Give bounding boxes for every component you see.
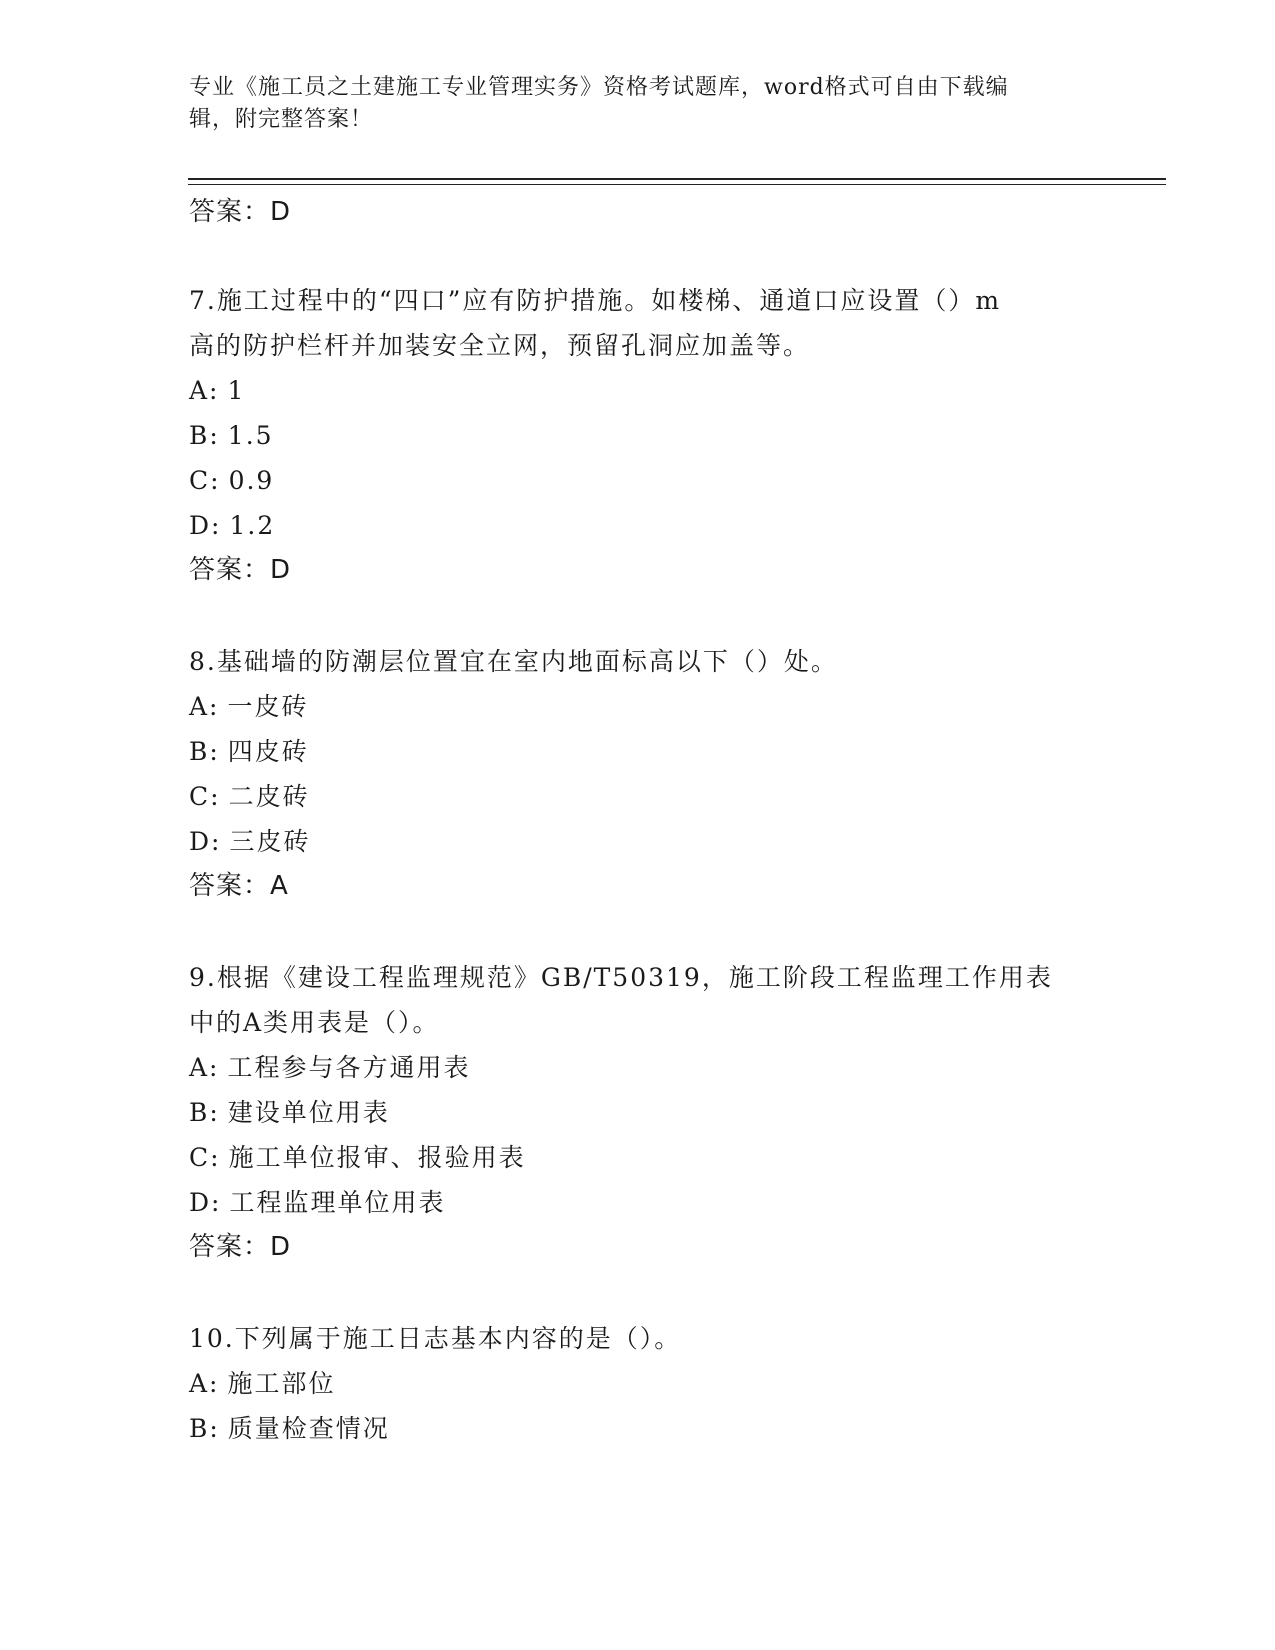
option-text: 工程参与各方通用表 bbox=[227, 1053, 471, 1082]
option-label: C: bbox=[189, 1143, 221, 1172]
option-text: 1.5 bbox=[227, 421, 274, 450]
spacer bbox=[189, 1270, 1089, 1316]
previous-answer: 答案：D bbox=[189, 197, 292, 227]
option-b bbox=[189, 413, 1089, 458]
option-label: C: bbox=[189, 782, 221, 811]
option-label: D: bbox=[189, 827, 222, 856]
option-text: 工程监理单位用表 bbox=[229, 1188, 446, 1217]
question-text-line: 中的A类用表是（）。 bbox=[189, 1008, 440, 1037]
option-label: B: bbox=[189, 737, 220, 766]
question-text bbox=[189, 1316, 1089, 1361]
option-text: 建设单位用表 bbox=[227, 1098, 390, 1127]
question-text-line: 9.根据《建设工程监理规范》GB/T50319，施工阶段工程监理工作用表 bbox=[189, 963, 1053, 992]
option-a bbox=[189, 368, 1089, 413]
question-block-10 bbox=[189, 1316, 1089, 1451]
option-label: A: bbox=[189, 692, 220, 721]
option-b bbox=[189, 1406, 1089, 1451]
option-text: 一皮砖 bbox=[227, 692, 309, 721]
question-list bbox=[189, 190, 1089, 1451]
question-block-7 bbox=[189, 278, 1089, 593]
spacer bbox=[189, 593, 1089, 639]
option-c bbox=[189, 458, 1089, 503]
option-d bbox=[189, 1180, 1089, 1225]
header-divider-thin bbox=[188, 184, 1166, 185]
option-label: B: bbox=[189, 1414, 220, 1443]
option-label: A: bbox=[189, 376, 220, 405]
option-text: 施工单位报审、报验用表 bbox=[228, 1143, 526, 1172]
answer-line: 答案：D bbox=[189, 1232, 292, 1262]
spacer bbox=[189, 235, 1089, 278]
option-d bbox=[189, 819, 1089, 864]
option-c bbox=[189, 1135, 1089, 1180]
question-text-line: 高的防护栏杆并加装安全立网，预留孔洞应加盖等。 bbox=[189, 331, 811, 360]
option-a bbox=[189, 1045, 1089, 1090]
answer-line: 答案：D bbox=[189, 555, 292, 585]
option-label: A: bbox=[189, 1053, 220, 1082]
document-header bbox=[189, 72, 1089, 136]
option-text: 三皮砖 bbox=[229, 827, 311, 856]
question-text-line: 10.下列属于施工日志基本内容的是（）。 bbox=[189, 1324, 682, 1353]
option-a bbox=[189, 684, 1089, 729]
option-a bbox=[189, 1361, 1089, 1406]
option-text: 0.9 bbox=[228, 466, 275, 495]
option-c bbox=[189, 774, 1089, 819]
option-text: 施工部位 bbox=[227, 1369, 336, 1398]
question-text-line: 8.基础墙的防潮层位置宜在室内地面标高以下（）处。 bbox=[189, 647, 838, 676]
option-label: C: bbox=[189, 466, 221, 495]
spacer bbox=[189, 909, 1089, 955]
option-label: D: bbox=[189, 511, 222, 540]
header-line-1: 专业《施工员之土建施工专业管理实务》资格考试题库，word格式可自由下载编 bbox=[189, 75, 1009, 100]
answer-line: 答案：A bbox=[189, 871, 289, 901]
option-text: 1 bbox=[227, 376, 246, 405]
option-text: 1.2 bbox=[229, 511, 276, 540]
option-label: A: bbox=[189, 1369, 220, 1398]
question-text bbox=[189, 955, 1089, 1045]
question-block-9 bbox=[189, 955, 1089, 1270]
question-text-line: 7.施工过程中的“四口”应有防护措施。如楼梯、通道口应设置（）m bbox=[189, 286, 1002, 315]
question-text bbox=[189, 639, 1089, 684]
option-b bbox=[189, 729, 1089, 774]
option-b bbox=[189, 1090, 1089, 1135]
option-text: 四皮砖 bbox=[227, 737, 309, 766]
header-line-2: 辑，附完整答案！ bbox=[189, 107, 374, 132]
option-d bbox=[189, 503, 1089, 548]
option-label: B: bbox=[189, 421, 220, 450]
option-label: B: bbox=[189, 1098, 220, 1127]
option-text: 二皮砖 bbox=[228, 782, 310, 811]
option-label: D: bbox=[189, 1188, 222, 1217]
question-block-8 bbox=[189, 639, 1089, 909]
question-text bbox=[189, 278, 1089, 368]
option-text: 质量检查情况 bbox=[227, 1414, 390, 1443]
header-divider-thick bbox=[188, 178, 1166, 180]
